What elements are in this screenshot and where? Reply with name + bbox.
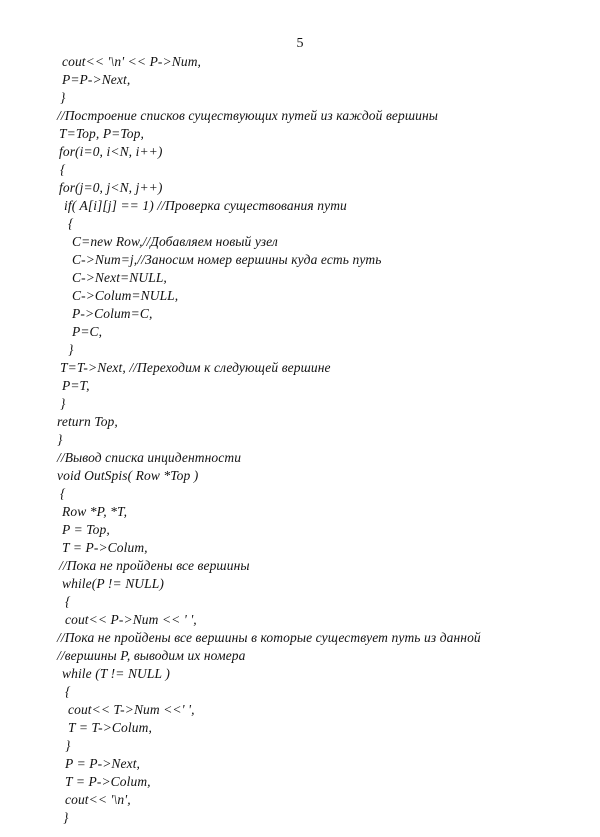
page-number: 5 [296, 36, 304, 51]
code-line: T=T->Next, //Переходим к следующей вершине [60, 360, 331, 375]
code-line: T = P->Colum, [65, 774, 151, 789]
code-line: for(i=0, i<N, i++) [59, 144, 163, 159]
code-line: Row *P, *T, [62, 504, 128, 519]
code-line: } [57, 432, 63, 447]
code-comment: //вершины P, выводим их номера [57, 648, 246, 663]
code-line: T = T->Colum, [68, 720, 152, 735]
code-line: T=Top, P=Top, [59, 126, 144, 141]
code-line: { [68, 216, 74, 231]
code-comment: //Вывод списка инцидентности [57, 450, 242, 465]
code-line: { [65, 594, 71, 609]
code-line: } [68, 342, 74, 357]
code-comment: //Пока не пройдены все вершины в которые существует путь из данной [57, 630, 481, 645]
code-line: } [65, 738, 71, 753]
code-line: } [63, 810, 69, 825]
code-line: cout<< '\n', [65, 792, 131, 807]
code-line: P = Top, [62, 522, 110, 537]
code-line: if( A[i][j] == 1) //Проверка существования пути [64, 198, 347, 213]
code-line: { [60, 486, 66, 501]
code-line: } [60, 90, 66, 105]
code-line: P->Colum=C, [72, 306, 153, 321]
code-line: C->Num=j,//Заносим номер вершины куда есть путь [72, 252, 382, 267]
code-line: P = P->Next, [65, 756, 141, 771]
code-line: C->Next=NULL, [72, 270, 167, 285]
code-line: P=P->Next, [62, 72, 131, 87]
code-line: for(j=0, j<N, j++) [59, 180, 163, 195]
code-line: while(P != NULL) [62, 576, 164, 591]
code-line: while (T != NULL ) [62, 666, 170, 681]
code-line: cout<< T->Num <<' ', [68, 702, 195, 717]
code-comment: //Пока не пройдены все вершины [59, 558, 250, 573]
code-line: T = P->Colum, [62, 540, 148, 555]
code-line: { [65, 684, 71, 699]
code-line: cout<< '\n' << P->Num, [62, 54, 202, 69]
code-line: } [60, 396, 66, 411]
code-line: C->Colum=NULL, [72, 288, 179, 303]
code-line: { [60, 162, 66, 177]
code-line: cout<< P->Num << ' ', [65, 612, 197, 627]
code-line: void OutSpis( Row *Top ) [57, 468, 199, 483]
code-line: P=T, [62, 378, 90, 393]
code-line: return Top, [57, 414, 118, 429]
code-line: P=C, [72, 324, 103, 339]
code-comment: //Построение списков существующих путей из каждой вершины [57, 108, 439, 123]
code-line: C=new Row,//Добавляем новый узел [72, 234, 278, 249]
